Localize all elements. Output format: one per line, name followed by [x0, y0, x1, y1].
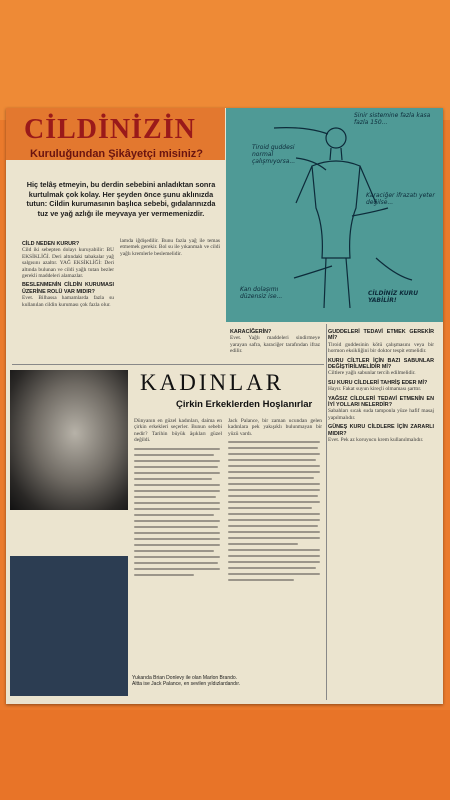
answer-text: Evet. Yağlı maddeleri sindirmeye yarayan safra, karaciğer tarafından ifraz edilir. — [230, 335, 320, 355]
answer-text: Hayır. Fakat suyun kireçli olmaması şarttır. — [328, 386, 422, 393]
feature-column-1 — [134, 418, 222, 580]
body-text: lamda iğdişedilir. Bunu fazla yağ ile temas etmemek gerekir. Bol su ile yıkanmalı ve cildi yağlı kremlerle beslemelidir. — [120, 238, 220, 257]
question-heading: SU KURU CİLDLERİ TAHRİŞ EDER Mİ? — [328, 379, 428, 386]
answer-text: Evet. Pek az koruyucu krem kullanılmalıdır. — [328, 437, 424, 444]
question-heading: KURU CİLTLER İÇİN BAZI SABUNLAR DEĞİŞTİRİLMELİDİR Mİ? — [328, 357, 434, 371]
article-intro: Hiç telâş etmeyin, bu derdin sebebini anladıktan sonra kurtulmak çok kolay. Her şeyden önce şunu aklınızda tutun: Cildin kurumasının başlıca sebebi, gıdalarınızda tuz ve yağ azlığı ile meyvaya yer vermemenizdir. — [26, 180, 216, 218]
man-portrait-photo — [10, 370, 128, 510]
orange-background-bottom — [0, 710, 450, 800]
article-title: CİLDİNİZİN — [24, 114, 196, 145]
feature-subtitle: Çirkin Erkeklerden Hoşlanırlar — [176, 399, 313, 410]
sketch-note-3: Karaciğer ifrazatı yeter değilse... — [366, 192, 435, 206]
answer-text: Ciltlere yağlı sabunlar tercih edilmelidir. — [328, 370, 416, 377]
question-heading: GUDDELERİ TEDAVİ ETMEK GEREKİR Mİ? — [328, 329, 434, 342]
question-heading: YAĞSIZ CİLDLERİ TEDAVİ ETMENİN EN İYİ YOLLARI NELERDİR? — [328, 395, 434, 409]
body-text: Jack Palance, bir zaman ucundan gelen kadınlara pek yakışıklı bulunmayan bir yüzü vardı. — [228, 418, 322, 437]
sketch-note-2: Tiroid guddesi normal çalışmıyorsa... — [252, 144, 296, 165]
feature-title: KADINLAR — [140, 370, 285, 395]
photo-caption: Yukarıda Brian Donlevy ile olan Marlon Brando. Altta ise Jack Palance, en sevilen yıldızlardandır. — [132, 675, 241, 687]
answer-text: Tiroid guddesinin kötü çalışmasını veya bir hormon eksikliğini bir doktor tespit etmelidir. — [328, 341, 434, 355]
magazine-page — [6, 108, 443, 704]
sketch-note-5: CİLDİNİZ KURU YABİLİR! — [368, 290, 419, 304]
article-column-2 — [120, 238, 220, 257]
article-subtitle: Kuruluğundan Şikâyetçi misiniz? — [30, 148, 203, 160]
sketch-note-1: Sinir sistemine fazla kasa fazla 150... — [354, 112, 431, 126]
answer-text: Cild iki sebepten dolayı kuruyabilir: BU EKSİKLİĞİ. Deri altındaki tabakalar yağ salgısını azaltır. YAĞ EKSİKLİĞİ: Deri altında bulunan ve cildi yağlı tutan bezler gerekli maddeleri alamazlar. — [22, 247, 114, 280]
illustration-panel — [226, 108, 443, 322]
answer-text: Sabahları sıcak suda tamponla yüze hafif masaj yapılmalıdır. — [328, 408, 434, 421]
divider — [326, 324, 327, 700]
answer-text: Evet. Bilhassa hamamlarda fazla su kullanılan cildin kuruması çok fazla olur. — [22, 295, 114, 308]
question-heading: CİLD NEDEN KURUR? — [22, 241, 80, 247]
divider — [12, 364, 324, 365]
question-heading: BESLENMENİN CİLDİN KURUMASI ÜZERİNE ROLÜ VAR MIDIR? — [22, 282, 114, 295]
article-column-1 — [22, 238, 114, 308]
right-column-b — [328, 326, 434, 444]
question-heading: GÜNEŞ KURU CİLDLERE İÇİN ZARARLI MIDIR? — [328, 424, 434, 437]
body-text: Dünyanın en güzel kadınları, daima en çirkin erkekleri seçerler. Bunun sebebi nedir? Tarihin büyük âşıkları güzel değildi. — [134, 418, 222, 444]
sketch-note-4: Kan dolaşımı düzensiz ise... — [240, 286, 283, 300]
man-portrait-photo — [10, 556, 128, 696]
orange-background-top — [0, 0, 450, 120]
right-column-a — [230, 326, 320, 355]
question-heading: KARACİĞERİN? — [230, 329, 272, 335]
feature-column-2 — [228, 418, 322, 585]
